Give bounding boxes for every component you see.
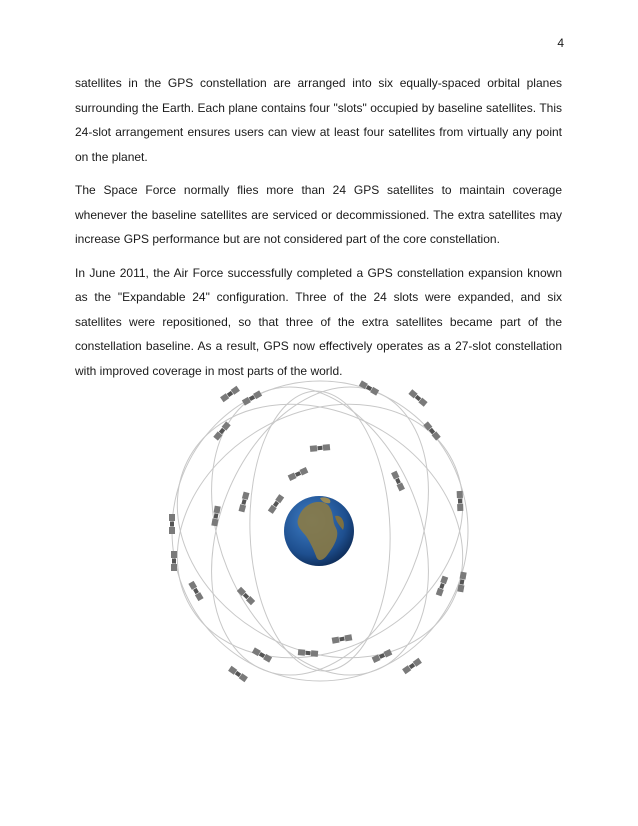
satellite-icon	[402, 658, 422, 674]
satellite-icon	[423, 421, 440, 440]
satellite-icon	[391, 471, 405, 492]
satellite-icon	[408, 389, 427, 406]
paragraph-expandable-24: In June 2011, the Air Force successfully completed a GPS constellation expansion known as the "Expandable 24" configuration. Three of the 24 slots were expanded, and six satellites were repositioned, so that three of the extra satellites became part of the constellation baseline. As a result, GPS now effectively operates as a 27-slot constellation with improved coverage in most parts of the world.	[75, 265, 562, 378]
satellite-icon	[310, 444, 330, 452]
satellite-icon	[169, 514, 175, 534]
satellite-icon	[239, 492, 250, 513]
satellite-icon	[171, 551, 177, 571]
gps-constellation-illustration	[160, 376, 480, 696]
satellite-icon	[436, 576, 448, 597]
satellite-icon	[332, 634, 353, 643]
paragraph-orbital-planes: satellites in the GPS constellation are arranged into six equally-spaced orbital planes surrounding the Earth. Each plane contains four "slots" occupied by baseline satellites. This 24-slot arrangement ensures users can view at least four satellites from virtually any point on the planet.	[75, 76, 562, 164]
paragraph-space-force: The Space Force normally flies more than 24 GPS satellites to maintain coverage whenever the baseline satellites are serviced or decommissioned. The extra satellites may increase GPS performance but are not considered part of the core constellation.	[75, 183, 562, 246]
satellite-icon	[242, 390, 262, 405]
satellite-icon	[188, 581, 203, 601]
satellite-icon	[220, 386, 240, 402]
page-number: 4	[557, 36, 564, 50]
satellite-icon	[228, 666, 248, 682]
earth-globe-icon	[284, 496, 354, 566]
body-text	[75, 71, 562, 392]
satellite-icon	[288, 467, 309, 481]
satellite-icon	[268, 494, 284, 514]
satellite-icon	[298, 649, 318, 657]
gps-constellation-figure	[160, 376, 480, 696]
satellite-icon	[252, 647, 272, 662]
satellite-icon	[237, 587, 255, 605]
